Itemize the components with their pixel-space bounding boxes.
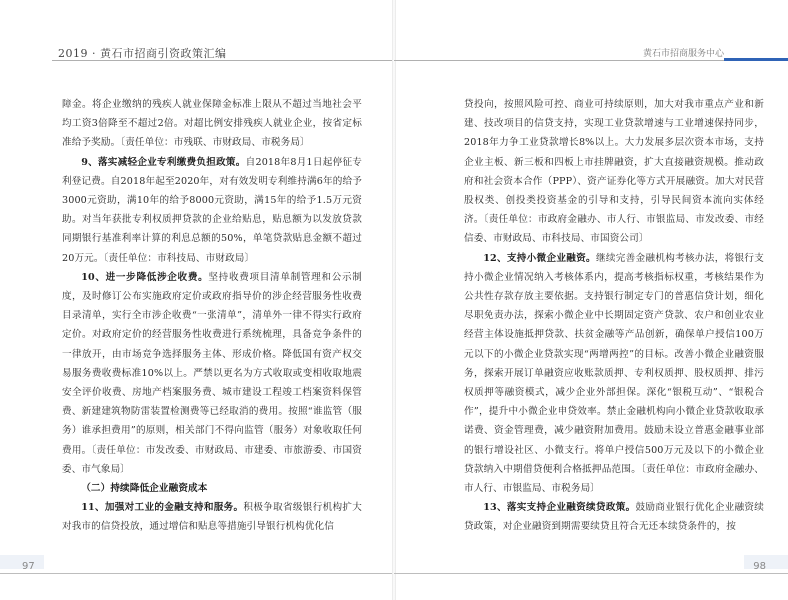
policy-item-title: 10、进一步降低涉企收费。 — [81, 271, 209, 283]
policy-item-title: 13、落实支持企业融资续贷政策。 — [483, 502, 636, 514]
right-page-number-tab — [744, 555, 788, 569]
policy-item-body: 积极争取省级银行机构扩大对我市的信贷投放，通过增信和贴息等措施引导银行机构优化信 — [62, 502, 362, 533]
policy-item — [464, 498, 764, 536]
policy-item — [62, 498, 362, 536]
policy-item-body: 坚持收费项目清单制管理和公示制度，及时修订公布实施政府定价或政府指导价的涉企经营服务性收费目录清单，实行全市涉企收费“一张清单”，清单外一律不得实行政府定价。对政府定价的经营服务性收费进行系统梳理，具备竞争条件的一律放开，由市场竞争选择服务主体、形成价格。降低国有资产权交易服务费收费标准10%以上。严禁以更名为方式收取或变相收取地震安全评价收费、房地产档案服务费、城市建设工程竣工档案资料保管费、新建建筑物防雷装置检测费等已经取消的费用。按照“谁监管（服务）谁承担费用”的原则，相关部门不得向监管（服务）对象收取任何费用。〔责任单位：市发改委、市财政局、市建委、市旅游委、市国资委、市气象局〕 — [62, 271, 362, 475]
left-page-number: 97 — [22, 561, 35, 572]
right-header-rule — [394, 60, 724, 61]
policy-item-title: 12、支持小微企业融资。 — [483, 252, 596, 264]
policy-item-body: 继续完善金融机构考核办法，将银行支持小微企业情况纳入考核体系内，提高考核指标权重，考核结果作为公共性存款存放主要依据。支持银行制定专门的普惠信贷计划，细化尽职免责办法，探索小微企业中长期固定资产贷款、农户和创业农业经营主体设施抵押贷款、扶贫金融等产品创新，确保单户授信100万元以下的小微企业贷款实现“两增两控”的目标。改善小微企业融资服务，探索开展订单融资应收账款质押、专利权质押、股权质押、排污权质押等融资模式，减少企业外部担保。深化“银税互动”、“银税合作”，提升中小微企业申贷效率。禁止金融机构向小微企业贷款收取承诺费、资金管理费，减少融资附加费用。鼓励未设立普惠金融事业部的银行增设社区、小微支行。将单户授信500万元及以下的小微企业贷款纳入中期借贷便利合格抵押品范围。〔责任单位：市政府金融办、市人行、市银监局、市税务局〕 — [464, 252, 764, 495]
right-footer-rule — [394, 573, 788, 574]
left-footer-rule — [0, 573, 394, 574]
left-body-text — [62, 95, 362, 537]
policy-item-body: 鼓励商业银行优化企业融资续贷政策，对企业融资到期需要续贷且符合无还本续贷条件的，按 — [464, 502, 764, 533]
policy-item — [62, 153, 362, 268]
policy-item-title: 11、加强对工业的金融支持和服务。 — [81, 502, 244, 514]
left-header-rule — [52, 60, 394, 61]
policy-item — [62, 268, 362, 479]
policy-item-body: 自2018年8月1日起停征专利登记费。自2018年起至2020年，对有效发明专利维持满6年的给予3000元资助，满10年的给予8000元资助，满15年的给予1.5万元资助。对当年获批专利权质押贷款的企业给贴息，贴息额为以发放贷款同期银行基准利率计算的利息总额的50%，单笔贷款贴息金额不超过20万元。〔责任单位：市科技局、市财政局〕 — [62, 156, 363, 264]
right-page-number: 98 — [753, 561, 766, 572]
policy-item — [464, 249, 764, 499]
right-page — [394, 0, 788, 600]
continued-paragraph: 障金。将企业缴纳的残疾人就业保障金标准上限从不超过当地社会平均工资3倍降至不超过2倍。对超比例安排残疾人就业企业，按省定标准给予奖励。〔责任单位：市残联、市财政局、市税务局〕 — [62, 99, 362, 149]
section-heading: （二）持续降低企业融资成本 — [81, 483, 208, 495]
right-body-text — [464, 95, 764, 537]
left-running-header: 2019 · 黄石市招商引资政策汇编 — [58, 47, 227, 60]
continued-paragraph: 贷投向，按照风险可控、商业可持续原则，加大对我市重点产业和新建、技改项目的信贷支持，实现工业贷款增速与工业增速保持同步，2018年力争工业贷款增长8%以上。大力发展多层次资本市场，支持企业主板、新三板和四板上市挂牌融资，扩大直接融资规模。推动政府和社会资本合作（PPP）、资产证券化等方式开展融资。加大对民营股权类、创投类投资基金的引导和支持，引导民间资本流向实体经济。〔责任单位：市政府金融办、市人行、市银监局、市发改委、市经信委、市财政局、市科技局、市国资公司〕 — [464, 99, 764, 245]
right-running-header: 黄石市招商服务中心 — [642, 49, 724, 59]
policy-item-title: 9、落实减轻企业专利缴费负担政策。 — [81, 156, 246, 168]
right-header-accent-bar — [724, 58, 788, 61]
